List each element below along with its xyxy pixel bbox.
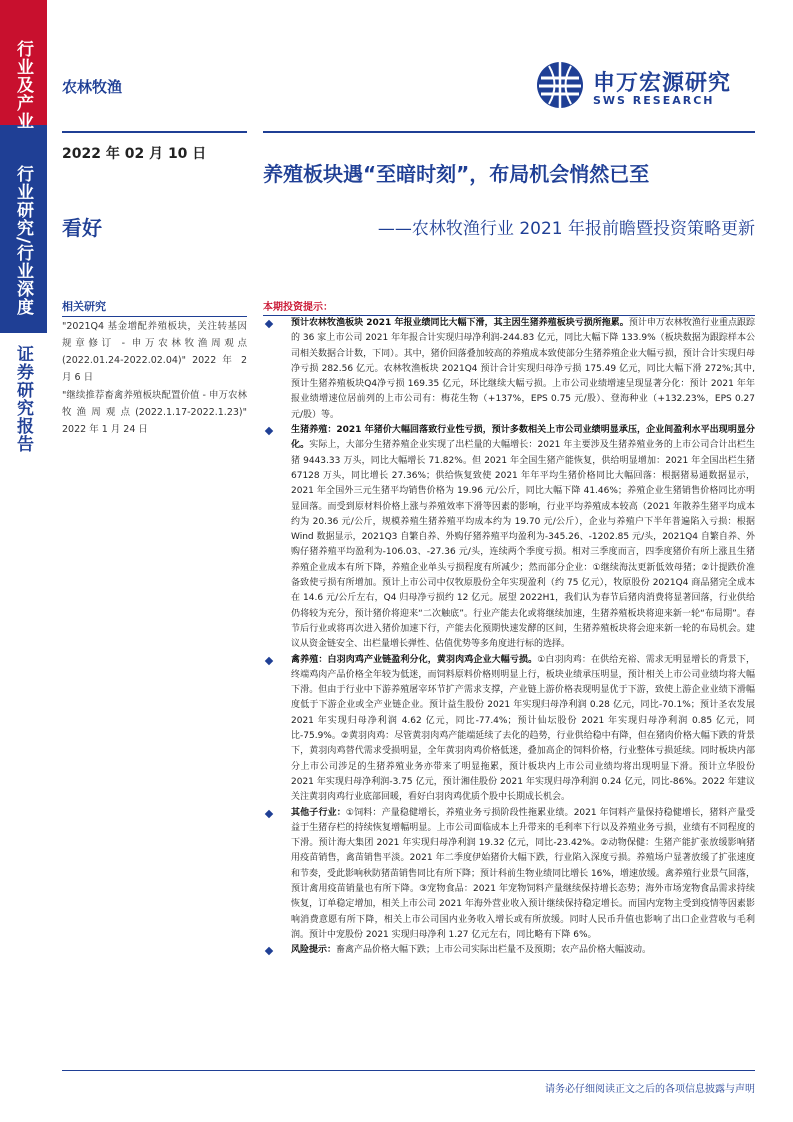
disclaimer-note: 请务必仔细阅读正文之后的各项信息披露与声明	[545, 1084, 755, 1095]
related-heading: 相关研究	[62, 298, 247, 317]
related-list	[62, 318, 247, 439]
bullet-text: 实际上，大部分生猪养殖企业实现了出栏量的大幅增长：2021 年主要涉及生猪养殖业务的上市公司合计出栏生猪 9443.33 万头，同比大幅增长 71.82%。但 2021 年全国生猪产能恢复，供给明显增加：2021 年全国出栏生猪 67128 万头，同比增长 27.36%；供给恢复致使 2021 年年平均生猪价格同比大幅回落：根据猪易通数据显示，2021 年全国外三元生猪平均销售价格为 19.96 元/公斤，同比大幅下降 41.46%；养殖企业生猪销售价格同比亦明显回落。而受到原材料价格上涨与养殖效率下滑等因素的影响，行业平均养殖成本较高（2021 年散养生猪平均成本约为 20.36 元/公斤，规模养殖生猪养殖平均成本约为 19.70 元/公斤），企业与养殖户下半年普遍陷入亏损：根据 Wind 数据显示，2021Q3 自繁自养、外购仔猪养殖平均盈利为-345.26、-1202.85 元/头，2021Q4 自繁自养、外购仔猪养殖平均盈利为-106.03、-27.36 元/头，连续两个季度亏损。相对三季度而言，四季度猪价有所上涨且生猪养殖企业成本有所下降，养殖企业单头亏损程度有所减少；然而部分企业：①继续海汰更新低效母猪；②计提跌价准备致使亏损有所增加。预计上市公司中仅牧原股份全年实现盈利（约 75 亿元），牧原股份 2021Q4 商品猪完全成本在 14.6 元/公斤左右，Q4 归母净亏损约 12 亿元。展望 2022H1，我们认为春节后猪肉消费将显著回落，行业供给仍将较为充分，预计猪价将迎来“二次触底”。行业产能去化或将继续加速，生猪养殖板块将迎来新一轮“布局期”。春节后行业或将再次进入猪价加速下行，产能去化预期快速发酵的区间，生猪养殖板块将会迎来新一轮的布局机会。建议从资金链安全、出栏量增长弹性、估值优势等多角度进行标的选择。	[291, 440, 755, 650]
bullet-lead: 禽养殖：白羽肉鸡产业链盈利分化，黄羽肉鸡企业大幅亏损。	[291, 654, 538, 665]
rating: 看好	[62, 216, 102, 240]
report-date: 2022 年 02 月 10 日	[62, 146, 207, 162]
header-rule-left	[62, 131, 247, 133]
side-label-report-type: 行业研究/行业深度	[13, 165, 33, 317]
bullet-lead: 生猪养殖：2021 年猪价大幅回落致行业性亏损，预计多数相关上市公司业绩明显承压，企业间盈利水平出现明显分化。	[291, 425, 755, 451]
side-band	[0, 0, 47, 1122]
related-item[interactable]: "继续推荐畜禽养殖板块配置价值 - 申万农林牧渔周观点(2022.1.17-2022.1.23)" 2022 年 1 月 24 日	[62, 390, 247, 435]
bullet-diamond-icon	[265, 320, 273, 328]
bullet-text: ①白羽肉鸡：在供给充裕、需求无明显增长的背景下，终端鸡肉产品价格全年较为低迷，而饲料原料价格则明显上行，板块业绩承压明显，预计相关上市公司业绩均将大幅下滑。但由于行业中下游养殖屠宰环节扩产需求支撑，产业链上游价格表现明显优于下游，致使上游企业业绩下滑幅度低于下游企业或全产业链企业。预计益生股份 2021 年实现归母净利润 0.28 亿元，同比-70.1%；预计圣农发展 2021 年实现归母净利润 4.62 亿元，同比-77.4%；预计仙坛股份 2021 年实现归母净利润 0.85 亿元，同比-75.9%。②黄羽肉鸡：尽管黄羽肉鸡产能端延续了去化的趋势，行业供给稳中有降，但在猪肉价格大幅下跌的背景下，黄羽肉鸡替代需求受损明显，全年黄羽肉鸡价格低迷，叠加高企的饲料价格，行业整体亏损延续。同时板块内部分上市公司涉足的生猪养殖业务亦带来了明显拖累，预计板块内上市公司业绩均将出现明显下滑。预计立华股份 2021 年实现归母净利润-3.75 亿元，预计湘佳股份 2021 年实现归母净利润 0.24 亿元，同比-86%。2022 年建议关注黄羽肉鸡行业底部回暖，看好白羽肉鸡优质个股中长期成长机会。	[291, 654, 755, 803]
bullet-diamond-icon	[265, 656, 273, 664]
footer-rule	[62, 1070, 755, 1071]
bullet-text: 畜禽产品价格大幅下跌；上市公司实际出栏量不及预期；农产品价格大幅波动。	[336, 945, 652, 956]
bullet-lead: 其他子行业：	[291, 807, 346, 818]
bullet-diamond-icon	[265, 809, 273, 817]
highlight-earnings	[263, 316, 755, 423]
header-rule-right	[263, 131, 755, 133]
highlights-body	[263, 316, 755, 958]
highlights-heading: 本期投资提示：	[263, 298, 755, 316]
logo-text-en: SWS RESEARCH	[593, 94, 715, 107]
bullet-text: 预计申万农林牧渔行业重点跟踪的 36 家上市公司 2021 年年报合计实现归母净利润-244.83 亿元，同比大幅下降 133.9%（板块数据为跟踪样本公司相关数据合计数，下同）。其中，猪价回落叠加较高的养殖成本致使部分生猪养殖企业大幅亏损，预计合计实现归母净亏损 282.56 亿元。农林牧渔板块 2021Q4 预计合计实现归母净亏损 175.49 亿元，同比大幅下滑 272%;其中,预计生猪养殖板块Q4净亏损 169.35 亿元，环比继续大幅亏损。上市公司业绩增速呈现显著分化：预计 2021 年年报业绩增速位居前列的上市公司有：梅花生物（+137%，EPS 0.75 元/股）、登海种业（+132.23%，EPS 0.27 元/股）等。	[291, 318, 755, 420]
company-logo	[535, 60, 755, 116]
highlight-other	[263, 806, 755, 944]
page-subtitle: ——农林牧渔行业 2021 年报前瞻暨投资策略更新	[377, 219, 755, 239]
logo-text-cn: 申万宏源研究	[593, 71, 732, 96]
highlight-risk	[263, 943, 755, 958]
side-label-industry: 行业及产业	[13, 40, 33, 130]
highlight-poultry	[263, 653, 755, 806]
bullet-lead: 预计农林牧渔板块 2021 年报业绩同比大幅下滑，其主因生猪养殖板块亏损所拖累。	[291, 318, 629, 328]
sector-label: 农林牧渔	[62, 78, 123, 96]
bullet-diamond-icon	[265, 427, 273, 435]
logo-globe-icon	[535, 60, 585, 110]
related-item[interactable]: "2021Q4 基金增配养殖板块，关注转基因规章修订 - 申万农林牧渔周观点(2022.01.24-2022.02.04)" 2022 年 2 月 6 日	[62, 321, 247, 383]
bullet-diamond-icon	[265, 947, 273, 955]
side-label-research: 证券研究报告	[13, 345, 33, 453]
highlight-hog	[263, 423, 755, 652]
bullet-text: ①饲料：产量稳健增长，养殖业务亏损阶段性拖累业绩。2021 年饲料产量保持稳健增长，猪料产量受益于生猪存栏的持续恢复增幅明显。上市公司面临成本上升带来的毛利率下行以及养殖业务亏损，业绩有不同程度的下滑。预计海大集团 2021 年实现归母净利润 19.32 亿元，同比-23.42%。②动物保健：生猪产能扩张放缓影响猪用疫苗销售，禽苗销售平淡。2021 年二季度伊始猪价大幅下跌，行业陷入深度亏损。养殖场户显著放缓了扩张速度和节奏，受此影响秋防猪苗销售同比有所下降；预计科前生物业绩同比增长 16%，增速放缓。禽养殖行业景气回落，预计禽用疫苗销量也有所下降。③宠物食品：2021 年宠物饲料产量继续保持增长态势；海外市场宠物食品需求持续恢复，订单稳定增加，相关上市公司 2021 年海外营业收入预计继续保持稳定增长。而国内宠物主受到疫情等因素影响消费意愿有所下降，相关上市公司国内业务收入增长或有所放缓。同时人民币升值也影响了出口企业营收与毛利润。预计中宠股份 2021 实现归母净利 1.27 亿元左右，同比略有下降 6%。	[291, 807, 755, 940]
bullet-lead: 风险提示：	[291, 945, 337, 956]
page-title: 养殖板块遇“至暗时刻”，布局机会悄然已至	[263, 162, 650, 186]
